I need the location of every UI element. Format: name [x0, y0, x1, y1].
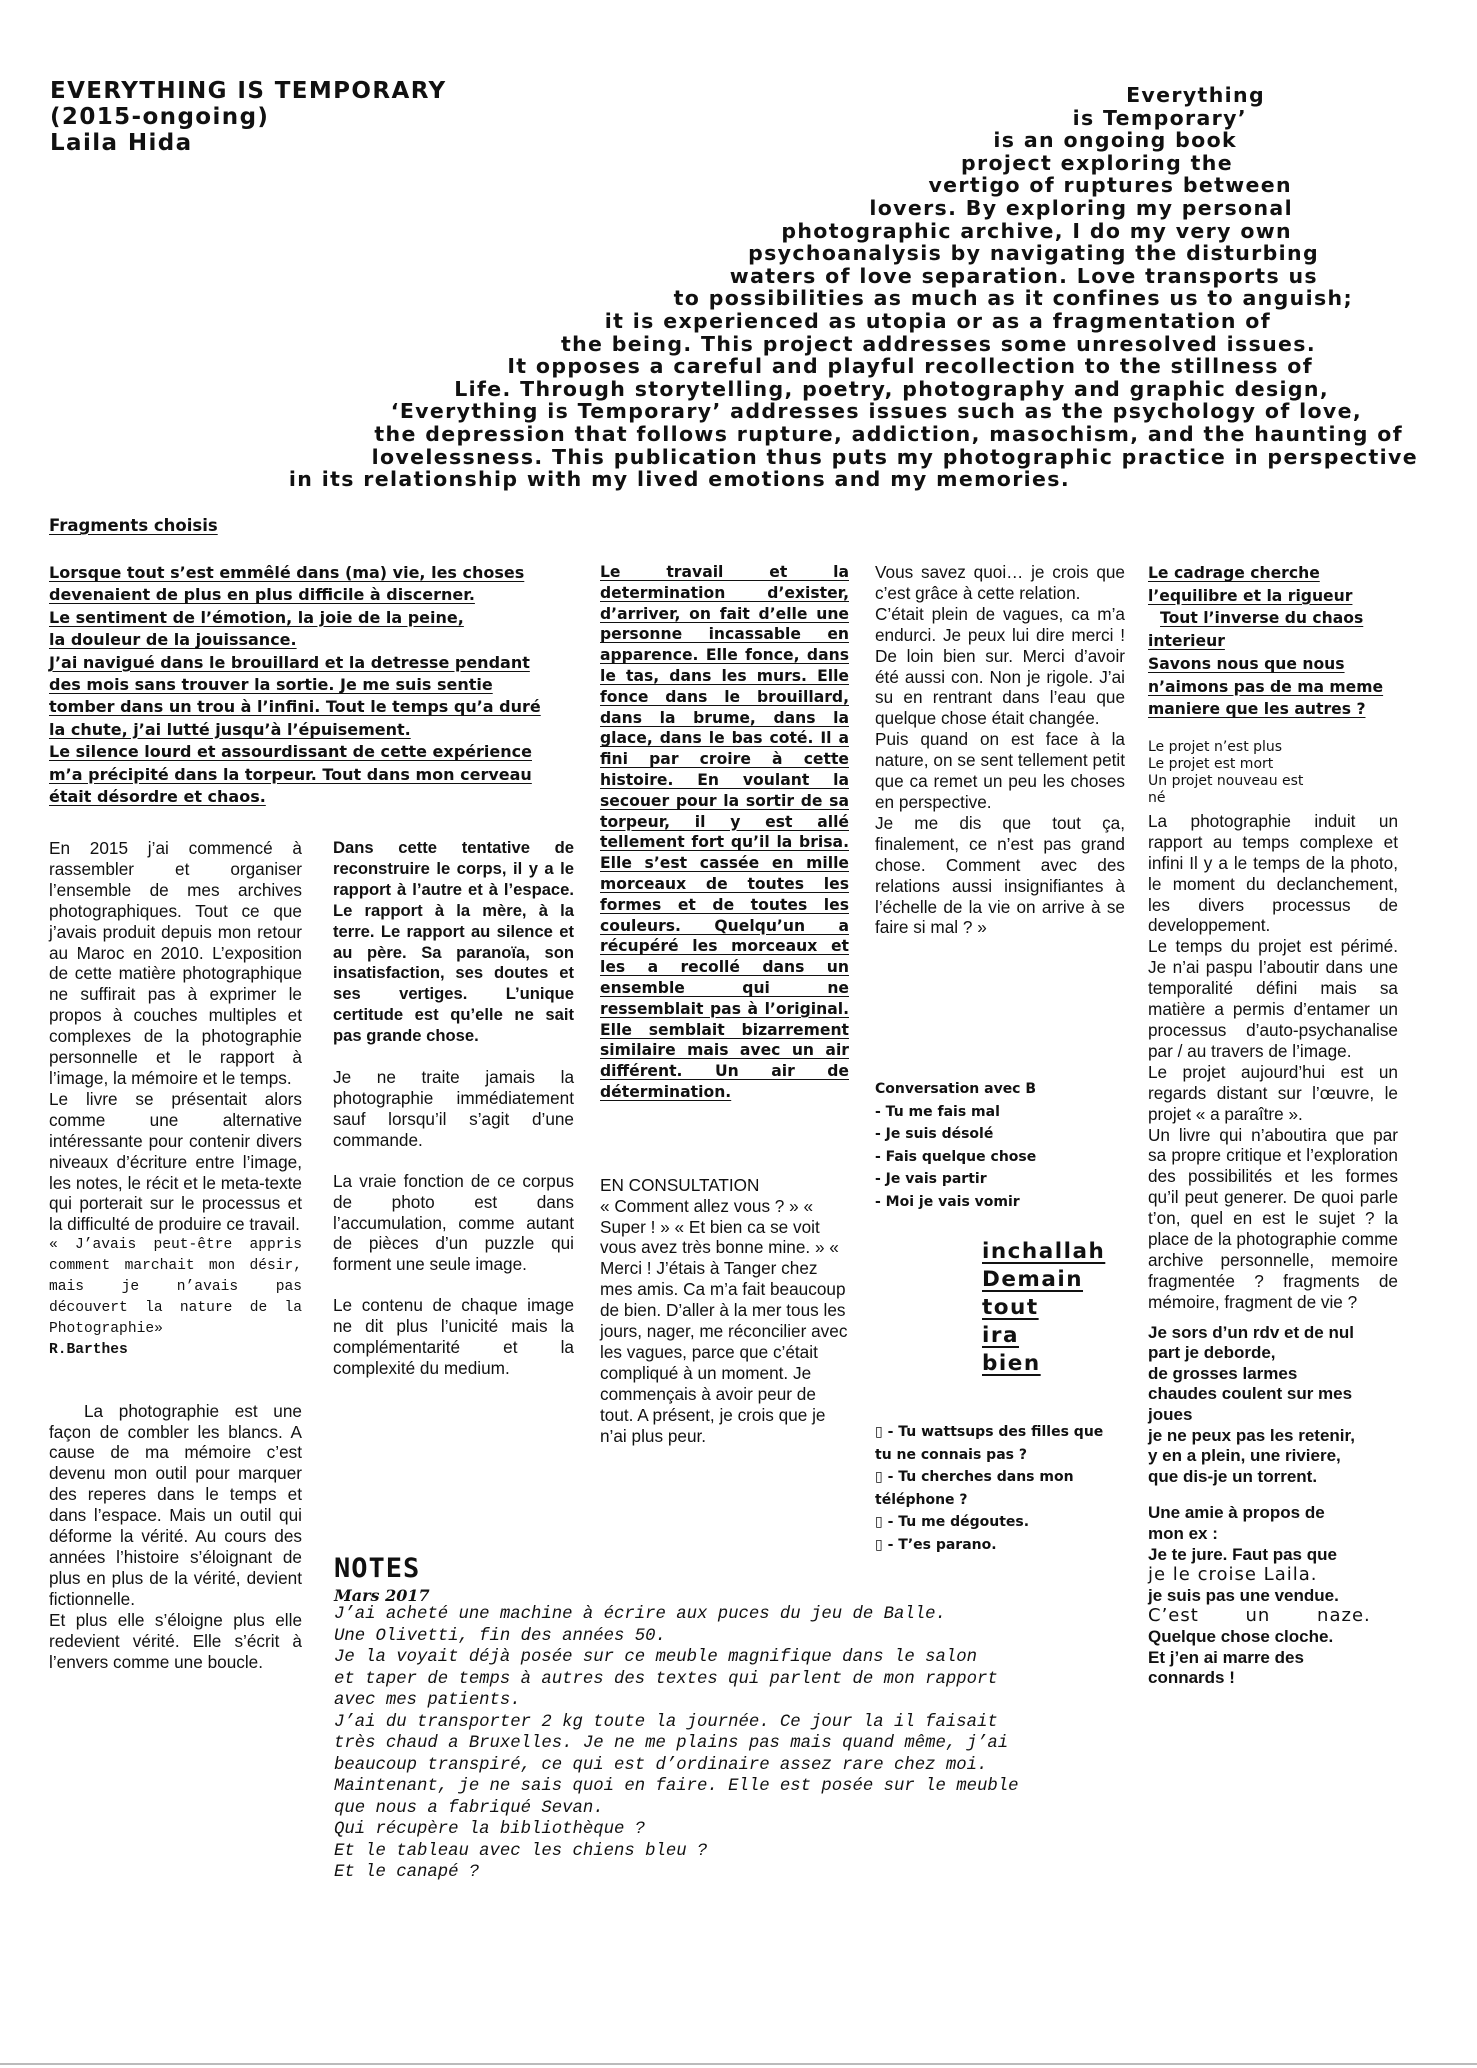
fragments-heading: Fragments choisis [49, 516, 218, 535]
notes-line: J’ai acheté une machine à écrire aux puces du jeu de Balle. [334, 1605, 946, 1624]
col-d-paragraph-2: C’était plein de vagues, ca m’a endurci. Je peux lui dire merci ! De loin bien sur. Merci d’avoir été aussi con. Non je rigole. J’ai su en rentrant dans l’eau que quelque chose était changée. [875, 603, 1125, 729]
rdv-line: de grosses larmes [1148, 1363, 1298, 1383]
fragment-line: devenaient de plus en plus difficile à discerner. [49, 585, 475, 605]
notes-title: NOTES [334, 1553, 421, 1584]
fragment-line: Le sentiment de l’émotion, la joie de la peine, [49, 607, 464, 627]
fragment-line: la douleur de la jouissance. [49, 630, 297, 650]
projet-block [1148, 739, 1398, 807]
col-e-fragment-line: n’aimons pas de ma meme [1148, 677, 1384, 696]
intro-line: in its relationship with my lived emotions and my memories. [288, 467, 1070, 492]
conversation-line: - Moi je vais vomir [875, 1193, 1020, 1210]
intro-line: it is experienced as utopia or as a fragmentation of [604, 309, 1271, 333]
rdv-block [1148, 1323, 1398, 1488]
column-a [49, 838, 302, 1672]
col-e-paragraph-2: Le temps du projet est périmé. Je n’ai paspu l’aboutir dans une temporalité défini mais sa matière a permis d’entamer un processus d’auto-psychanalise par / au travers de l’image. [1148, 936, 1398, 1061]
col-c-fragment: Le travail et la determination d’exister, d’arriver, on fait d’elle une personne incassable en apparence. Elle fonce, dans le tas, dans les murs. Elle fonce dans le brouillard, dans la brume, dans la glace, dans le bas coté. Il a fini par croire à cette histoire. En voulant la secouer pour la sortir de sa torpeur, il y est allé tellement fort qu’il la brisa. Elle s’est cassée en mille morceaux de toutes les formes et de toutes les couleurs. Quelqu’un a récupéré les morceaux et les a recollé dans un ensemble qui ne ressemblait pas à l’original. Elle semblait bizarrement similaire mais avec un air différent. Un air de détermination. [600, 563, 849, 1101]
notes-line: Et le tableau avec les chiens bleu ? [334, 1841, 708, 1861]
col-e-text [1148, 811, 1398, 1313]
col-b-paragraph-2: Je ne traite jamais la photographie immédiatement sauf lorsqu’il s’agit d’une commande. [333, 1067, 574, 1150]
intro-line: lovelessness. This publication thus puts my photographic practice in perspective [371, 444, 1418, 469]
col-e-fragment-line: Le cadrage cherche [1148, 564, 1320, 582]
fragment-line: J’ai navigué dans le brouillard et la detresse pendant [49, 652, 530, 672]
intro-line: photographic archive, I do my very own [781, 218, 1292, 243]
fragment-line: tomber dans un trou à l’infini. Tout le temps qu’a duré [49, 697, 541, 717]
conversation-line: - Je vais partir [875, 1171, 987, 1188]
column-b [333, 838, 574, 1379]
intro-line: is Temporary’ [1072, 105, 1247, 130]
rdv-line: que dis-je un torrent. [1148, 1466, 1318, 1486]
fragment-line: m’a précipité dans la torpeur. Tout dans mon cerveau [49, 764, 532, 784]
amie-line: Une amie à propos de [1148, 1503, 1325, 1523]
message-line: téléphone ? [875, 1491, 968, 1508]
notes-line: Qui récupère la bibliothèque ? [334, 1820, 646, 1839]
barthes-author: R.Barthes [49, 1341, 128, 1358]
amie-line: Quelque chose cloche. [1148, 1626, 1334, 1646]
notes-line: Maintenant, je ne sais quoi en faire. Elle est posée sur le meuble [334, 1777, 1019, 1796]
fragment-line: Lorsque tout s’est emmêlé dans (ma) vie, les choses [49, 563, 525, 582]
col-e-fragment-line: Tout l’inverse du chaos [1160, 609, 1364, 628]
notes-line: J’ai du transporter 2 kg toute la journée. Ce jour la il faisait [334, 1712, 998, 1732]
amie-line: mon ex : [1148, 1524, 1218, 1544]
intro-line: Everything [1126, 83, 1265, 107]
notes-body [334, 1604, 1018, 1884]
col-d-paragraph-3: Puis quand on est face à la nature, on se sent tellement petit que ca remet un peu les choses en perspective. [875, 729, 1125, 812]
rdv-line: chaudes coulent sur mes [1148, 1384, 1353, 1404]
rdv-line: part je deborde, [1148, 1343, 1276, 1363]
col-e-paragraph-4: Un livre qui n’aboutira que par sa propre critique et l’exploration des possibilités et les formes qu’il peut generer. De quoi parle t’on, quel en est le sujet ? la place de la photographie comme archive personnelle, memoire fragmentée ? fragments de mémoire, fragment de vie ? [1148, 1124, 1398, 1312]
col-b-paragraph-1: Dans cette tentative de reconstruire le corps, il y a le rapport à l’autre et à l’espace. Le rapport à la mère, à la terre. Le rapport au silence et au père. Sa paranoïa, son insatisfaction, ses doutes et ses vertiges. L’unique certitude est qu’elle ne sait pas grande chose. [333, 838, 574, 1046]
intro-line: vertigo of ruptures between [928, 173, 1292, 198]
intro-line: is an ongoing book [993, 128, 1237, 153]
projet-line: né [1148, 789, 1166, 806]
notes-line: Je la voyait déjà posée sur ce meuble magnifique dans le salon [334, 1648, 977, 1667]
notes-line: Et le canapé ? [334, 1863, 480, 1882]
rdv-line: y en a plein, une riviere, [1148, 1446, 1341, 1466]
page-bottom-edge [0, 2063, 1477, 2065]
conversation-line: - Tu me fais mal [875, 1103, 1000, 1120]
intro-line: waters of love separation. Love transports us [729, 263, 1318, 288]
column-c [600, 562, 849, 1447]
col-d-paragraph-4: Je me dis que tout ça, finalement, ce n’est pas grand chose. Comment avec des relations aussi insignifiantes à l’échelle de la vie on arrive à se faire si mal ? » [875, 812, 1125, 938]
intro-line: ‘Everything is Temporary’ addresses issues such as the psychology of love, [390, 399, 1362, 424]
col-e-fragment-line: l’equilibre et la rigueur [1148, 586, 1353, 605]
message-line: ▯ - Tu cherches dans mon [875, 1469, 1074, 1486]
intro-line: the depression that follows rupture, addiction, masochism, and the haunting of [374, 422, 1403, 446]
col-a-paragraph-3: La photographie est une façon de combler les blancs. A cause de ma mémoire c’est devenu mon outil pour marquer des reperes dans le temps et dans l’espace. Mais un outil qui déforme la vérité. Au cours des années l’histoire s’éloignant de plus en plus de la vérité, devient fictionnelle. [49, 1400, 302, 1609]
consultation-title: EN CONSULTATION [600, 1174, 760, 1195]
fragment-line: était désordre et chaos. [49, 787, 266, 807]
col-e-fragment-line: interieur [1148, 632, 1225, 651]
message-line: ▯ - Tu me dégoutes. [875, 1514, 1030, 1531]
rdv-line: Je sors d’un rdv et de nul [1148, 1322, 1354, 1342]
project-years: (2015-ongoing) [50, 104, 270, 130]
col-e-fragment-line: maniere que les autres ? [1148, 700, 1366, 719]
col-a-paragraph-2: Le livre se présentait alors comme une alternative intéressante pour contenir divers niveaux d’écriture entre l’image, les notes, le récit et le meta-texte qui porterait sur le processus et la difficulté de produire ce travail. [49, 1088, 302, 1235]
inchallah-line: inchallah [982, 1239, 1106, 1264]
rdv-line: je ne peux pas les retenir, [1148, 1425, 1355, 1445]
messages-block [875, 1421, 1103, 1557]
message-line: tu ne connais pas ? [875, 1446, 1027, 1463]
title-block [50, 78, 447, 156]
fragment-line: des mois sans trouver la sortie. Je me suis sentie [49, 675, 493, 695]
projet-line: Un projet nouveau est [1148, 772, 1304, 789]
projet-line: Le projet n’est plus [1148, 738, 1283, 755]
notes-line: Une Olivetti, fin des années 50. [334, 1626, 666, 1646]
barthes-quote: « J’avais peut-être appris comment marchait mon désir, mais je n’avais pas découvert la nature de la Photographie» [49, 1237, 302, 1337]
page-title: EVERYTHING IS TEMPORARY [50, 78, 447, 104]
conversation-line: - Fais quelque chose [875, 1148, 1037, 1165]
fragment-line: la chute, j’ai lutté jusqu’à l’épuisement. [49, 719, 411, 739]
inchallah-line: Demain [982, 1267, 1084, 1292]
amie-block [1148, 1503, 1398, 1688]
intro-line: It opposes a careful and playful recollection to the stillness of [507, 354, 1313, 379]
conversation-block [875, 1078, 1036, 1214]
col-b-paragraph-3: La vraie fonction de ce corpus de photo est dans l’accumulation, comme autant de pièces d’un puzzle qui forment une seule image. [333, 1170, 574, 1275]
amie-line: connards ! [1148, 1668, 1235, 1688]
consultation-text: « Comment allez vous ? » « Super ! » « Et bien ca se voit vous avez très bonne mine. » « Merci ! J’étais à Tanger chez mes amis. Ca m’a fait beaucoup de bien. D’aller à la mer tous les jours, nager, me réconcilier avec les vagues, parce que c’était compliqué à un moment. Je commençais à avoir peur de tout. A présent, je crois que je n’ai plus peur. [600, 1195, 848, 1446]
col-a-paragraph-1: En 2015 j’ai commencé à rassembler et organiser l’ensemble de mes archives photographiques. Tout ce que j’avais produit depuis mon retour au Maroc en 2010. L’exposition de cette matière photographique ne suffirait pas à exprimer le propos à couches multiples et complexes de la photographie personnelle et le rapport à l’image, la mémoire et le temps. [49, 838, 302, 1088]
col-a-paragraph-4: Et plus elle s’éloigne plus elle redevient vérité. Elle s’écrit à l’envers comme une boucle. [49, 1609, 302, 1672]
author-name: Laila Hida [50, 130, 193, 156]
intro-line: to possibilities as much as it confines us to anguish; [673, 286, 1353, 311]
inchallah-block [982, 1238, 1105, 1378]
amie-line: Je te jure. Faut pas que [1148, 1544, 1337, 1564]
intro-line: project exploring the [961, 150, 1233, 175]
column-e [1148, 562, 1398, 1689]
conversation-title: Conversation avec B [875, 1081, 1037, 1097]
col-e-paragraph-3: Le projet aujourd’hui est un regards distant sur l’œuvre, le projet « a paraître ». [1148, 1061, 1398, 1124]
intro-line: psychoanalysis by navigating the disturbing [748, 241, 1319, 266]
intro-line: the being. This project addresses some unresolved issues. [560, 331, 1316, 356]
col-d-paragraph-1: Vous savez quoi… je crois que c’est grâce à cette relation. [875, 562, 1125, 603]
fragment-line: Le silence lourd et assourdissant de cette expérience [49, 742, 532, 762]
projet-line: Le projet est mort [1148, 755, 1274, 772]
notes-line: avec mes patients. [334, 1691, 521, 1710]
inchallah-line: tout [982, 1295, 1039, 1320]
notes-line: que nous a fabriqué Sevan. [334, 1798, 604, 1818]
col-e-fragment-line: Savons nous que nous [1148, 654, 1345, 673]
rdv-line: joues [1148, 1405, 1193, 1425]
message-line: ▯ - T’es parano. [875, 1536, 997, 1553]
amie-line: C’est un naze. [1148, 1605, 1371, 1627]
notes-line: beaucoup transpiré, ce qui est d’ordinaire assez rare chez moi. [334, 1755, 988, 1775]
amie-line: je suis pas une vendue. [1148, 1585, 1339, 1605]
inchallah-line: ira [982, 1323, 1019, 1348]
amie-line: je le croise Laila. [1148, 1564, 1318, 1586]
inchallah-line: bien [982, 1351, 1041, 1376]
notes-line: très chaud a Bruxelles. Je ne me plains pas mais quand même, j’ai [334, 1734, 1009, 1753]
amie-line: Et j’en ai marre des [1148, 1647, 1304, 1667]
notes-date: Mars 2017 [334, 1586, 430, 1605]
notes-line: et taper de temps à autres des textes qui parlent de mon rapport [334, 1669, 998, 1689]
column-d [875, 562, 1125, 938]
col-b-paragraph-4: Le contenu de chaque image ne dit plus l’unicité mais la complémentarité et la complexité du medium. [333, 1295, 574, 1378]
intro-line: lovers. By exploring my personal [869, 196, 1293, 220]
col-e-fragment [1148, 562, 1398, 721]
fragment-one [49, 562, 565, 808]
message-line: ▯ - Tu wattsups des filles que [875, 1424, 1104, 1440]
conversation-line: - Je suis désolé [875, 1126, 994, 1143]
col-e-paragraph-1: La photographie induit un rapport au temps complexe et infini Il y a le temps de la photo, le moment du declanchement, les divers processus de developpement. [1148, 810, 1398, 936]
intro-line: Life. Through storytelling, poetry, photography and graphic design, [454, 376, 1329, 401]
